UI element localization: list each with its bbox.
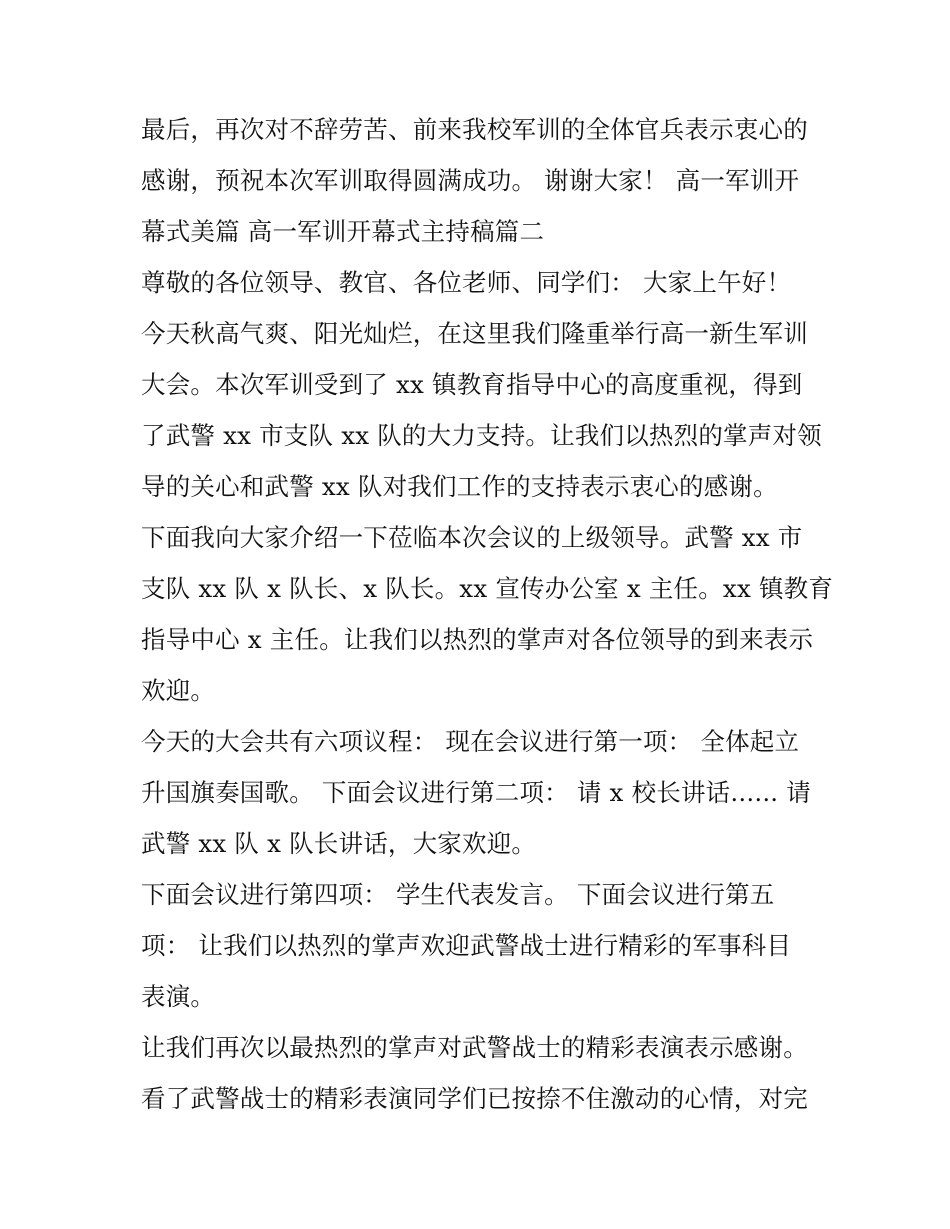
text-line: 今天的大会共有六项议程： 现在会议进行第一项： 全体起立 [141,727,800,756]
text-line: 尊敬的各位领导、教官、各位老师、同学们： 大家上午好！ [141,268,792,297]
text-line: 了武警 xx 市支队 xx 队的大力支持。让我们以热烈的掌声对领 [141,421,822,450]
text-line: 下面我向大家介绍一下莅临本次会议的上级领导。武警 xx 市 [141,523,803,552]
text-line: 指导中心 x 主任。让我们以热烈的掌声对各位领导的到来表示 [141,625,814,654]
text-line: 看了武警战士的精彩表演同学们已按捺不住激动的心情，对完 [141,1084,808,1113]
text-line: 大会。本次军训受到了 xx 镇教育指导中心的高度重视，得到 [141,370,803,399]
text-line: 感谢，预祝本次军训取得圆满成功。 谢谢大家！ 高一军训开 [141,166,800,195]
document-body [141,104,834,1124]
text-line: 最后，再次对不辞劳苦、前来我校军训的全体官兵表示衷心的 [141,115,808,144]
text-line: 表演。 [141,982,216,1011]
text-line: 幕式美篇 高一军训开幕式主持稿篇二 [141,217,545,246]
text-line: 支队 xx 队 x 队长、x 队长。xx 宣传办公室 x 主任。xx 镇教育 [141,574,834,603]
text-line: 武警 xx 队 x 队长讲话，大家欢迎。 [141,829,537,858]
text-line: 项： 让我们以热烈的掌声欢迎武警战士进行精彩的军事科目 [141,931,792,960]
text-line: 今天秋高气爽、阳光灿烂，在这里我们隆重举行高一新生军训 [141,319,808,348]
text-line: 下面会议进行第四项： 学生代表发言。 下面会议进行第五 [141,880,775,909]
text-line: 让我们再次以最热烈的掌声对武警战士的精彩表演表示感谢。 [141,1033,808,1062]
text-line: 欢迎。 [141,676,216,705]
text-line: 升国旗奏国歌。 下面会议进行第二项： 请 x 校长讲话...... 请 [141,778,811,807]
text-line: 导的关心和武警 xx 队对我们工作的支持表示衷心的感谢。 [141,472,778,501]
